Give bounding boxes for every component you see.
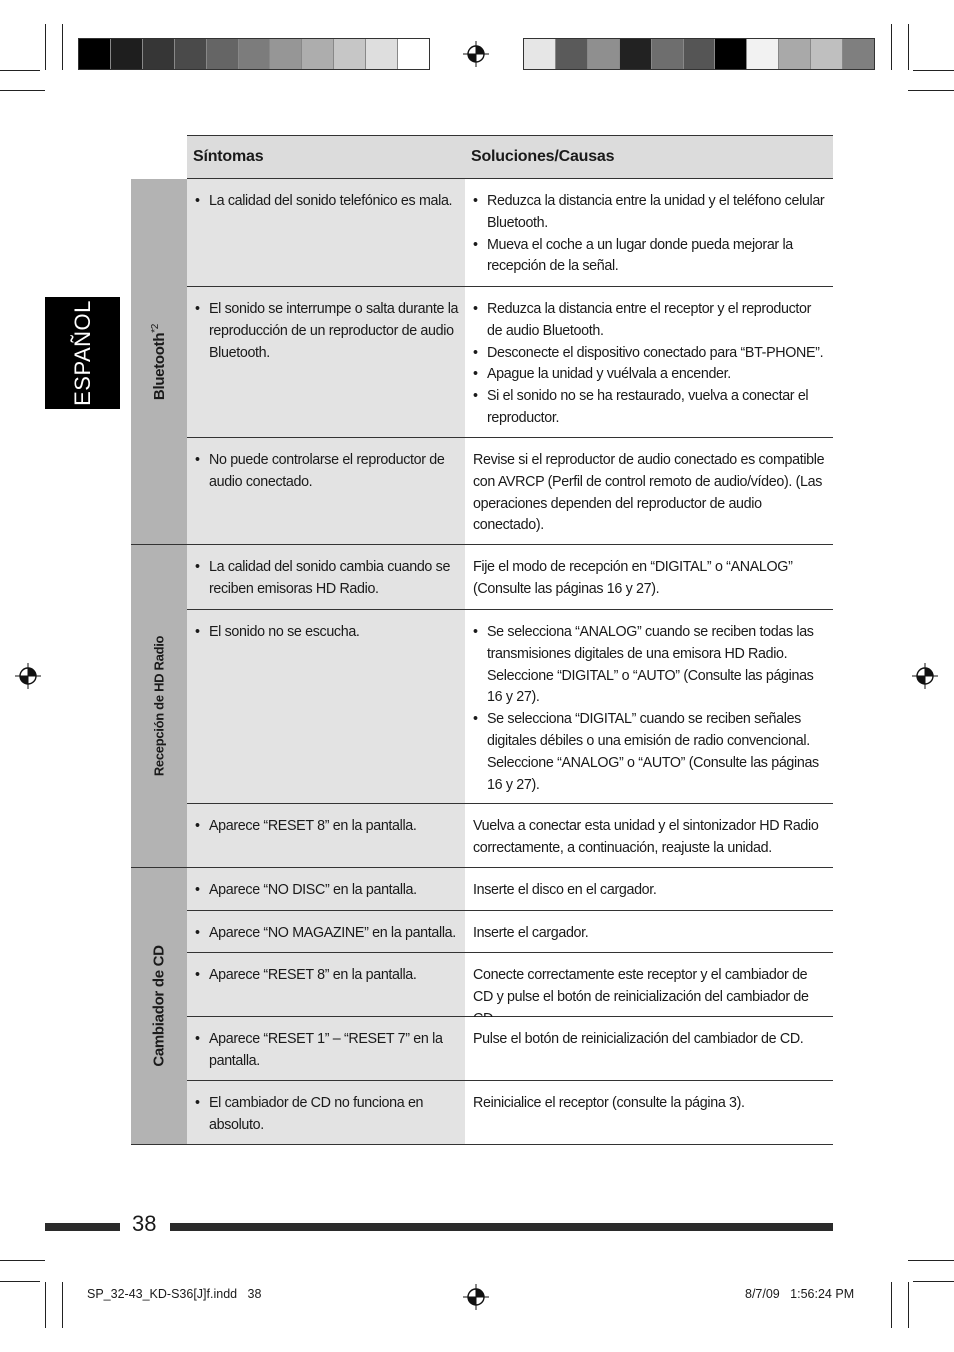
footer-file-info: SP_32-43_KD-S36[J]f.indd 38 [87,1287,262,1301]
solution-cell [465,868,833,910]
symptom-cell [187,287,465,437]
solution-cell [465,438,833,544]
header-symptoms: Síntomas [193,148,264,165]
crop-mark [908,1260,954,1261]
solution-item: • Si el sonido no se ha restaurado, vuelva a conectar el reproductor. [473,386,829,430]
footer-datetime: 8/7/09 1:56:24 PM [745,1287,855,1301]
color-swatch [111,39,143,69]
symptom-item: • El cambiador de CD no funciona en absoluto. [195,1093,459,1137]
crop-mark [913,1281,954,1282]
solution-text: Vuelva a conectar esta unidad y el sintonizador HD Radio correctamente, a continuación, reajuste la unidad. [473,818,819,856]
symptom-item: • Aparece “NO DISC” en la pantalla. [195,880,459,902]
solution-cell [465,179,833,286]
page-number: 38 [132,1211,157,1236]
table-row [187,438,833,545]
color-swatch [684,39,716,69]
color-calibration-bar-left [78,38,430,70]
table-row [187,179,833,287]
crop-mark [0,1260,45,1261]
color-swatch [779,39,811,69]
symptom-cell [187,953,465,1016]
language-tab-label: ESPAÑOL [69,300,95,406]
table-header [187,135,833,179]
symptom-cell [187,911,465,952]
color-swatch [556,39,588,69]
symptom-item: • El sonido no se escucha. [195,622,459,644]
solution-item: • Apague la unidad y vuélvala a encender. [473,364,829,386]
color-swatch [366,39,398,69]
color-swatch [811,39,843,69]
crop-mark [0,1281,40,1282]
page-rule-right [170,1223,833,1231]
category-cell [131,179,187,545]
table-row [187,1081,833,1145]
language-tab [45,297,120,409]
category-cell [131,545,187,868]
color-swatch [175,39,207,69]
registration-mark-icon [463,41,489,67]
symptom-cell [187,545,465,609]
symptom-item: • Aparece “RESET 8” en la pantalla. [195,965,459,987]
color-swatch [207,39,239,69]
category-cell [131,868,187,1145]
color-swatch [334,39,366,69]
symptom-item: • La calidad del sonido cambia cuando se reciben emisoras HD Radio. [195,557,459,601]
color-swatch [715,39,747,69]
color-swatch [302,39,334,69]
crop-mark [45,1282,46,1328]
solution-text: Inserte el disco en el cargador. [473,882,657,898]
solution-cell [465,545,833,609]
symptom-cell [187,1081,465,1144]
solution-cell [465,911,833,952]
solution-text: Fije el modo de recepción en “DIGITAL” o “ANALOG” (Consulte las páginas 16 y 27). [473,559,793,597]
color-swatch [79,39,111,69]
footnote-marker: *2 [150,323,161,333]
color-swatch [843,39,874,69]
category-label: Recepción de HD Radio [151,635,167,777]
symptom-item: • Aparece “NO MAGAZINE” en la pantalla. [195,923,459,945]
color-swatch [620,39,652,69]
solution-cell [465,953,833,1016]
table-row [187,911,833,953]
color-swatch [652,39,684,69]
solution-cell [465,1017,833,1080]
registration-mark-icon [463,1284,489,1310]
header-solutions: Soluciones/Causas [471,148,615,165]
crop-mark [908,90,954,91]
solution-text: Pulse el botón de reinicialización del cambiador de CD. [473,1031,804,1047]
table-row [187,545,833,610]
table-row [187,804,833,868]
crop-mark [913,70,954,71]
color-calibration-bar-right [523,38,875,70]
solution-cell [465,1081,833,1144]
symptom-item: • La calidad del sonido telefónico es mala. [195,191,459,213]
symptom-cell [187,868,465,910]
table-row [187,868,833,911]
solution-text: Conecte correctamente este receptor y el cambiador de CD y pulse el botón de reinicialización del cambiador de [473,967,809,1005]
crop-mark [0,70,40,71]
solution-cell [465,287,833,437]
solution-item: • Reduzca la distancia entre el receptor y el reproductor de audio Bluetooth. [473,299,829,343]
symptom-cell [187,1017,465,1080]
solution-text: Inserte el cargador. [473,925,589,941]
solution-item: • Se selecciona “ANALOG” cuando se reciben todas las transmisiones digitales de una emisora HD Radio. Seleccione “DIGITAL” o “AUTO” (Consulte las páginas 16 y 27). [473,622,829,709]
solution-text: Revise si el reproductor de audio conectado es compatible con AVRCP (Perfil de control remoto de audio/vídeo). (Las operaciones dependen del reproductor de audio conectado). [473,452,825,534]
table-row [187,1017,833,1081]
symptom-item: • Aparece “RESET 1” – “RESET 7” en la pantalla. [195,1029,459,1073]
crop-mark [891,24,892,70]
color-swatch [524,39,556,69]
solution-text: Reinicialice el receptor (consulte la página 3). [473,1095,745,1111]
solution-cell [465,804,833,867]
crop-mark [908,24,909,70]
crop-mark [45,24,46,70]
symptom-cell [187,804,465,867]
table-row [187,610,833,804]
color-swatch [398,39,429,69]
symptom-cell [187,610,465,803]
table-row [187,287,833,438]
category-label [150,323,168,399]
crop-mark [908,1282,909,1328]
symptom-cell [187,179,465,286]
color-swatch [747,39,779,69]
symptom-cell [187,438,465,544]
color-swatch [143,39,175,69]
category-label: Cambiador de CD [150,945,168,1067]
color-swatch [239,39,271,69]
solution-item: • Desconecte el dispositivo conectado para “BT-PHONE”. [473,343,829,365]
solution-item: • Reduzca la distancia entre la unidad y el teléfono celular Bluetooth. [473,191,829,235]
crop-mark [891,1282,892,1328]
color-swatch [588,39,620,69]
registration-mark-icon [15,663,41,689]
symptom-item: • El sonido se interrumpe o salta durante la reproducción de un reproductor de audio Bluetooth. [195,299,459,364]
table-row [187,953,833,1017]
category-label-text: Bluetooth [151,332,168,400]
symptom-item: • No puede controlarse el reproductor de audio conectado. [195,450,459,494]
crop-mark [0,90,45,91]
crop-mark [62,24,63,70]
solution-cell [465,610,833,803]
solution-item: • Se selecciona “DIGITAL” cuando se reciben señales digitales débiles o una emisión de radio convencional. Seleccione “ANALOG” o “AUTO” (Consulte las páginas 16 y 27). [473,709,829,796]
solution-item: • Mueva el coche a un lugar donde pueda mejorar la recepción de la señal. [473,235,829,279]
crop-mark [62,1282,63,1328]
registration-mark-icon [912,663,938,689]
color-swatch [270,39,302,69]
symptom-item: • Aparece “RESET 8” en la pantalla. [195,816,459,838]
page-rule-left [45,1223,120,1231]
